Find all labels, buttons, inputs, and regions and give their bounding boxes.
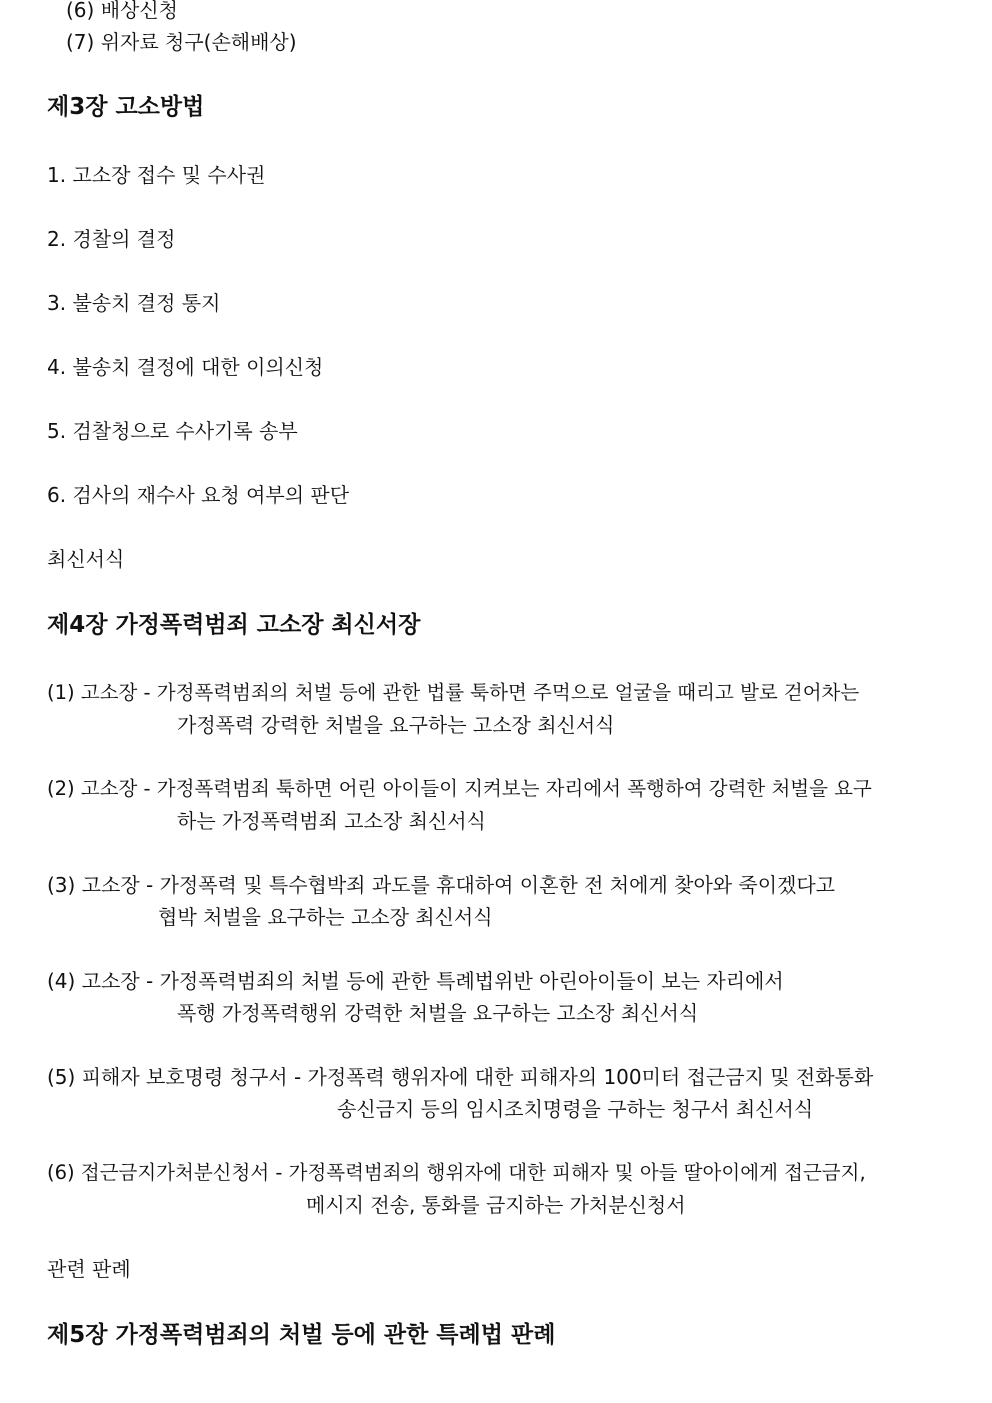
list-item: 5. 검찰청으로 수사기록 송부 [47,419,298,443]
form-item-line: (1) 고소장 - 가정폭력범죄의 처벌 등에 관한 법률 툭하면 주먹으로 얼굴을 때리고 발로 걷어차는 [47,681,860,704]
form-item-line: (4) 고소장 - 가정폭력범죄의 처벌 등에 관한 특례법위반 아린아이들이 보는 자리에서 [47,969,784,993]
list-item: 2. 경찰의 결정 [47,227,176,251]
form-item-line: 메시지 전송, 통화를 금지하는 가처분신청서 [306,1193,686,1217]
list-item: (6) 배상신청 [66,0,178,22]
chapter-5-title: 제5장 가정폭력범죄의 처벌 등에 관한 특례법 판례 [47,1322,556,1348]
form-item-line: 가정폭력 강력한 처벌을 요구하는 고소장 최신서식 [177,713,615,737]
form-item-line: (2) 고소장 - 가정폭력범죄 툭하면 어린 아이들이 지켜보는 자리에서 폭행하여 강력한 처벌을 요구 [47,777,872,800]
chapter-4-title: 제4장 가정폭력범죄 고소장 최신서장 [47,612,421,638]
chapter-3-title: 제3장 고소방법 [47,94,205,120]
form-item-line: 폭행 가정폭력행위 강력한 처벌을 요구하는 고소장 최신서식 [177,1001,699,1025]
related-cases-label: 관련 판례 [47,1257,131,1281]
latest-forms-label: 최신서식 [47,547,125,571]
form-item-line: 송신금지 등의 임시조치명령을 구하는 청구서 최신서식 [337,1097,814,1121]
form-item-line: 하는 가정폭력범죄 고소장 최신서식 [177,809,486,833]
list-item: 1. 고소장 접수 및 수사권 [47,163,266,187]
list-item: 3. 불송치 결정 통지 [47,291,221,315]
list-item: (7) 위자료 청구(손해배상) [66,30,297,54]
list-item: 6. 검사의 재수사 요청 여부의 판단 [47,483,350,507]
form-item-line: (3) 고소장 - 가정폭력 및 특수협박죄 과도를 휴대하여 이혼한 전 처에게 찾아와 죽이겠다고 [47,873,836,897]
form-item-line: 협박 처벌을 요구하는 고소장 최신서식 [158,905,493,929]
form-item-line: (5) 피해자 보호명령 청구서 - 가정폭력 행위자에 대한 피해자의 100미터 접근금지 및 전화통화 [47,1065,874,1089]
list-item: 4. 불송치 결정에 대한 이의신청 [47,355,324,379]
form-item-line: (6) 접근금지가처분신청서 - 가정폭력범죄의 행위자에 대한 피해자 및 아들 딸아이에게 접근금지, [47,1161,866,1184]
